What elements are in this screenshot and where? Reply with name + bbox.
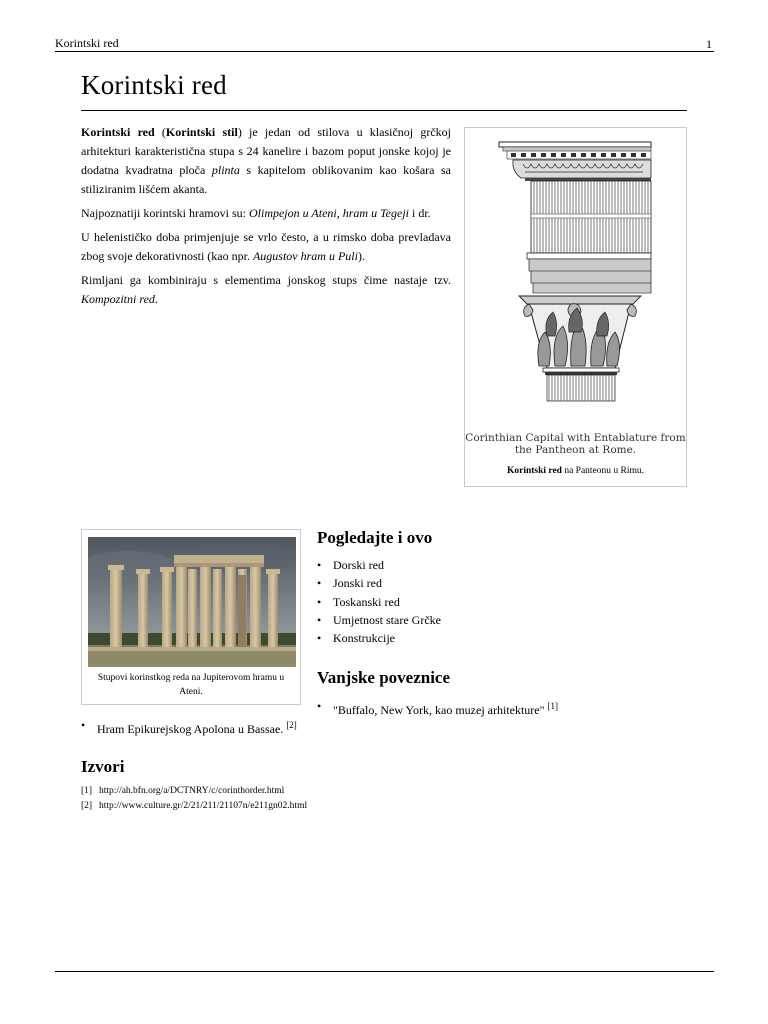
temple-of-zeus-photo[interactable] [88,537,296,667]
intro-paragraph-4 [81,271,451,309]
reference-number: [1] [81,786,93,796]
augustus-temple-link[interactable]: Augustov hram u Puli [252,249,358,263]
running-header-title: Korintski red [55,36,119,50]
intro-text [81,123,451,314]
reference-url[interactable]: http://www.culture.gr/2/21/211/21107n/e211gn02.html [99,800,308,811]
external-links-heading: Vanjske poveznice [317,668,451,687]
text-run: ( [154,125,166,139]
engraving-caption-line-1: Corinthian Capital with Entablature from [465,432,686,444]
figure-caption: Stupovi korinstkog reda na Jupiterovom hramu u Ateni. [97,673,285,697]
see-also-list [317,556,441,647]
intro-paragraph-2 [81,204,451,223]
page-number: 1 [706,37,712,51]
engraving-caption-line-2: the Pantheon at Rome. [514,444,637,456]
figure-temple-photo [81,529,301,705]
figure-corinthian-capital [464,127,687,487]
corinthian-capital-engraving[interactable] [473,136,679,426]
reference-item [81,799,307,814]
temple-list-item [81,716,297,738]
reference-item [81,784,307,799]
see-also-item-dorski-red[interactable]: • Dorski red [317,556,441,574]
see-also-item-jonski-red[interactable]: • Jonski red [317,574,441,592]
text-run: i dr. [408,206,431,220]
text-run: . [154,292,158,306]
text-run: U helenističko doba primjenjuje se vrlo često, a u rimsko doba prevladava zbog svoje dekorativnosti (kao npr. [81,230,451,263]
caption-term: Korintski red [506,466,562,476]
text-run: s kapitelom oblikovanim kao košara sa stiliziranim lišćem akanta. [81,163,451,196]
external-links-list [317,697,558,719]
reference-marker[interactable]: [1] [547,701,559,711]
temple-apollo-bassae-link[interactable]: Hram Epikurejskog Apolona u Bassae. [97,722,284,736]
figure-caption [465,466,686,476]
term-bold: Korintski stil [165,125,238,139]
external-link-item [317,697,558,719]
reference-marker[interactable]: [2] [286,720,297,730]
page-title: Korintski red [81,70,227,100]
text-run: Rimljani ga kombiniraju s elementima jonskog stups čime nastaje tzv. [81,273,451,287]
term-bold: Korintski red [81,125,155,139]
running-header [55,36,714,52]
see-also-item-umjetnost-stare-grcke[interactable]: • Umjetnost stare Grčke [317,611,441,629]
term-italic[interactable]: plinta [211,163,240,177]
text-run: ) je jedan od stilova u klasičnoj grčkoj arhitekturi karakteristična stupa s 24 kanelire i bazom poput jonske kojoj je dodatna kvadratna ploča [81,125,452,177]
text-run: ). [357,249,365,263]
composite-order-link[interactable]: Kompozitni red [81,292,155,306]
intro-paragraph-3 [81,228,451,266]
intro-paragraph-1 [81,123,451,199]
external-link-buffalo[interactable]: "Buffalo, New York, kao muzej arhitekture" [333,703,545,717]
caption-text: na Panteonu u Rimu. [561,466,645,476]
reference-number: [2] [81,800,93,811]
see-also-item-toskanski-red[interactable]: • Toskanski red [317,593,441,611]
sources-heading: Izvori [81,757,125,776]
footer-rule [55,971,714,972]
references-list [81,784,307,813]
temples-link[interactable]: Olimpejon u Ateni, hram u Tegeji [248,206,409,220]
text-run: Najpoznatiji korintski hramovi su: [81,206,249,220]
see-also-item-konstrukcije[interactable]: • Konstrukcije [317,629,441,647]
see-also-heading: Pogledajte i ovo [317,528,433,547]
title-rule [81,110,687,111]
reference-url[interactable]: http://ah.bfn.org/a/DCTNRY/c/corinthorder.html [99,786,285,796]
temples-list [81,716,297,738]
